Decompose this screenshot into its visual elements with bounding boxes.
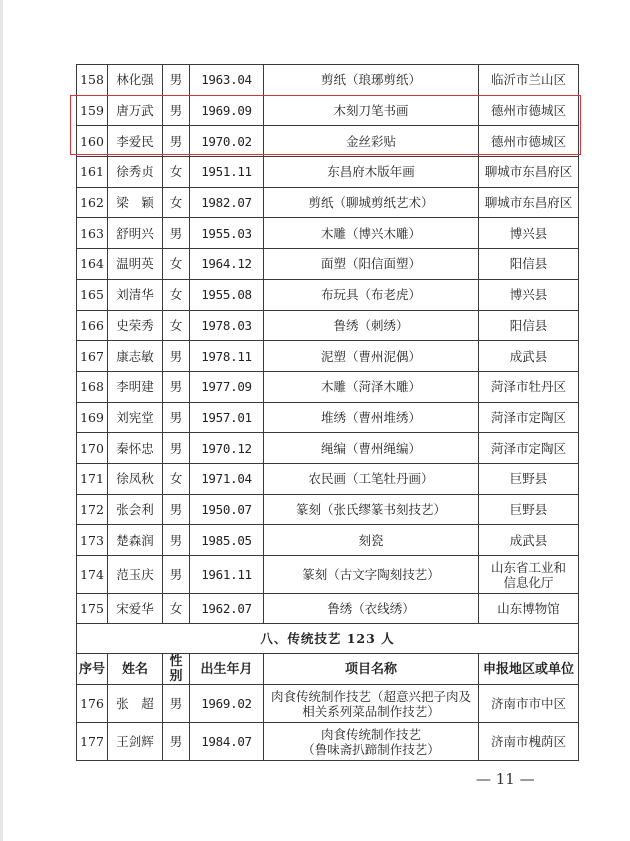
birth-date: 1969.09 [190, 95, 264, 126]
declaring-area: 成武县 [479, 525, 579, 556]
table-row [77, 433, 579, 464]
row-number: 170 [77, 433, 108, 464]
birth-date: 1963.04 [190, 65, 264, 96]
birth-date: 1961.11 [190, 556, 264, 594]
table-row [77, 594, 579, 624]
project-name: 布玩具（布老虎） [264, 279, 479, 310]
person-sex: 男 [163, 218, 190, 249]
person-sex: 男 [163, 433, 190, 464]
table-row [77, 249, 579, 280]
row-number: 173 [77, 525, 108, 556]
project-name: 东昌府木版年画 [264, 157, 479, 188]
header-sex: 性别 [163, 654, 190, 685]
table-row [77, 187, 579, 218]
header-name: 姓名 [108, 654, 163, 685]
row-number: 171 [77, 463, 108, 494]
declaring-area: 德州市德城区 [479, 95, 579, 126]
declaring-area: 成武县 [479, 341, 579, 372]
table-body [77, 65, 579, 556]
row-number: 174 [77, 556, 108, 594]
person-sex: 男 [163, 371, 190, 402]
table-row [77, 218, 579, 249]
birth-date: 1978.11 [190, 341, 264, 372]
birth-date: 1984.07 [190, 723, 264, 761]
project-name: 木雕（菏泽木雕） [264, 371, 479, 402]
declaring-area: 阳信县 [479, 249, 579, 280]
page-number: — 11 — [476, 770, 535, 788]
section-row [77, 624, 579, 654]
birth-date: 1982.07 [190, 187, 264, 218]
birth-date: 1957.01 [190, 402, 264, 433]
person-sex: 男 [163, 65, 190, 96]
birth-date: 1969.02 [190, 685, 264, 723]
project-name: 堆绣（曹州堆绣） [264, 402, 479, 433]
table-row [77, 463, 579, 494]
project-name: 篆刻（张氏缪篆书刻技艺） [264, 494, 479, 525]
person-name: 林化强 [108, 65, 163, 96]
person-name: 康志敏 [108, 341, 163, 372]
declaring-area: 巨野县 [479, 463, 579, 494]
person-sex: 男 [163, 556, 190, 594]
birth-date: 1955.08 [190, 279, 264, 310]
project-name [264, 723, 479, 761]
declaring-area: 济南市市中区 [479, 685, 579, 723]
row-number: 177 [77, 723, 108, 761]
declaring-area: 山东博物馆 [479, 594, 579, 624]
table-row [77, 65, 579, 96]
project-name: 鲁绣（衣线绣） [264, 594, 479, 624]
row-number: 161 [77, 157, 108, 188]
birth-date: 1977.09 [190, 371, 264, 402]
birth-date: 1951.11 [190, 157, 264, 188]
project-name: 绳编（曹州绳编） [264, 433, 479, 464]
person-sex: 男 [163, 402, 190, 433]
birth-date: 1970.02 [190, 126, 264, 157]
birth-date: 1978.03 [190, 310, 264, 341]
birth-date: 1950.07 [190, 494, 264, 525]
section-title: 八、传统技艺 123 人 [77, 624, 579, 654]
table-row [77, 525, 579, 556]
project-name-line1: 肉食传统制作技艺 [320, 726, 421, 742]
project-name-line1: 肉食传统制作技艺（超意兴把子肉及 [270, 688, 471, 704]
row-number: 168 [77, 371, 108, 402]
declaring-area: 聊城市东昌府区 [479, 187, 579, 218]
row-number: 165 [77, 279, 108, 310]
person-name: 史荣秀 [108, 310, 163, 341]
declaring-area: 菏泽市牡丹区 [479, 371, 579, 402]
table-row [77, 341, 579, 372]
person-name: 梁 颖 [108, 187, 163, 218]
table-row [77, 371, 579, 402]
person-name: 舒明兴 [108, 218, 163, 249]
person-name: 李明建 [108, 371, 163, 402]
person-name: 徐秀贞 [108, 157, 163, 188]
person-sex: 男 [163, 685, 190, 723]
table-row [77, 157, 579, 188]
page-edge [0, 0, 3, 841]
person-sex: 女 [163, 463, 190, 494]
declaring-area: 阳信县 [479, 310, 579, 341]
declaring-area: 临沂市兰山区 [479, 65, 579, 96]
person-name: 张会利 [108, 494, 163, 525]
declaring-area [479, 556, 579, 594]
project-name: 篆刻（古文字陶刻技艺） [264, 556, 479, 594]
person-sex: 男 [163, 525, 190, 556]
project-name: 泥塑（曹州泥偶） [264, 341, 479, 372]
project-name-line2: 相关系列菜品制作技艺） [302, 703, 440, 719]
project-name: 面塑（阳信面塑） [264, 249, 479, 280]
table-row [77, 402, 579, 433]
person-sex: 女 [163, 187, 190, 218]
table-row [77, 279, 579, 310]
declaring-area: 济南市槐荫区 [479, 723, 579, 761]
table-row [77, 723, 579, 761]
row-number: 162 [77, 187, 108, 218]
person-name: 王剑辉 [108, 723, 163, 761]
project-name: 木刻刀笔书画 [264, 95, 479, 126]
project-name: 剪纸（琅琊剪纸） [264, 65, 479, 96]
birth-date: 1964.12 [190, 249, 264, 280]
declaring-area-line1: 山东省工业和 [490, 559, 566, 575]
project-name-line2: （鲁味斋扒蹄制作技艺） [302, 741, 440, 757]
person-name: 范玉庆 [108, 556, 163, 594]
row-number: 160 [77, 126, 108, 157]
table-row [77, 126, 579, 157]
project-name: 剪纸（聊城剪纸艺术） [264, 187, 479, 218]
inheritor-table [76, 64, 579, 761]
person-sex: 男 [163, 126, 190, 157]
person-name: 宋爱华 [108, 594, 163, 624]
person-name: 李爱民 [108, 126, 163, 157]
row-number: 158 [77, 65, 108, 96]
table-row [77, 494, 579, 525]
declaring-area: 博兴县 [479, 279, 579, 310]
person-sex: 男 [163, 95, 190, 126]
table-row [77, 95, 579, 126]
project-name: 鲁绣（刺绣） [264, 310, 479, 341]
project-name: 木雕（博兴木雕） [264, 218, 479, 249]
person-sex: 女 [163, 157, 190, 188]
birth-date: 1962.07 [190, 594, 264, 624]
birth-date: 1985.05 [190, 525, 264, 556]
row-number: 172 [77, 494, 108, 525]
declaring-area-line2: 信息化厅 [503, 574, 554, 590]
person-name: 秦怀忠 [108, 433, 163, 464]
person-name: 温明英 [108, 249, 163, 280]
header-area: 申报地区或单位 [479, 654, 579, 685]
person-name: 楚森润 [108, 525, 163, 556]
row-number: 167 [77, 341, 108, 372]
project-name [264, 685, 479, 723]
row-number: 166 [77, 310, 108, 341]
header-birth: 出生年月 [190, 654, 264, 685]
row-number: 176 [77, 685, 108, 723]
table-row [77, 685, 579, 723]
declaring-area: 菏泽市定陶区 [479, 402, 579, 433]
header-row [77, 654, 579, 685]
declaring-area: 巨野县 [479, 494, 579, 525]
row-number: 159 [77, 95, 108, 126]
person-sex: 男 [163, 494, 190, 525]
declaring-area: 菏泽市定陶区 [479, 433, 579, 464]
person-sex: 女 [163, 310, 190, 341]
table-row [77, 556, 579, 594]
declaring-area: 德州市德城区 [479, 126, 579, 157]
declaring-area: 聊城市东昌府区 [479, 157, 579, 188]
person-sex: 男 [163, 341, 190, 372]
person-name: 唐万武 [108, 95, 163, 126]
header-no: 序号 [77, 654, 108, 685]
row-number: 169 [77, 402, 108, 433]
person-sex: 女 [163, 594, 190, 624]
birth-date: 1955.03 [190, 218, 264, 249]
birth-date: 1971.04 [190, 463, 264, 494]
birth-date: 1970.12 [190, 433, 264, 464]
project-name: 农民画（工笔牡丹画） [264, 463, 479, 494]
row-number: 164 [77, 249, 108, 280]
person-name: 刘清华 [108, 279, 163, 310]
person-sex: 女 [163, 249, 190, 280]
project-name: 金丝彩贴 [264, 126, 479, 157]
person-name: 张 超 [108, 685, 163, 723]
person-name: 刘宪堂 [108, 402, 163, 433]
table-row [77, 310, 579, 341]
row-number: 163 [77, 218, 108, 249]
project-name: 刻瓷 [264, 525, 479, 556]
header-project: 项目名称 [264, 654, 479, 685]
person-sex: 女 [163, 279, 190, 310]
person-sex: 男 [163, 723, 190, 761]
person-name: 徐凤秋 [108, 463, 163, 494]
declaring-area: 博兴县 [479, 218, 579, 249]
row-number: 175 [77, 594, 108, 624]
